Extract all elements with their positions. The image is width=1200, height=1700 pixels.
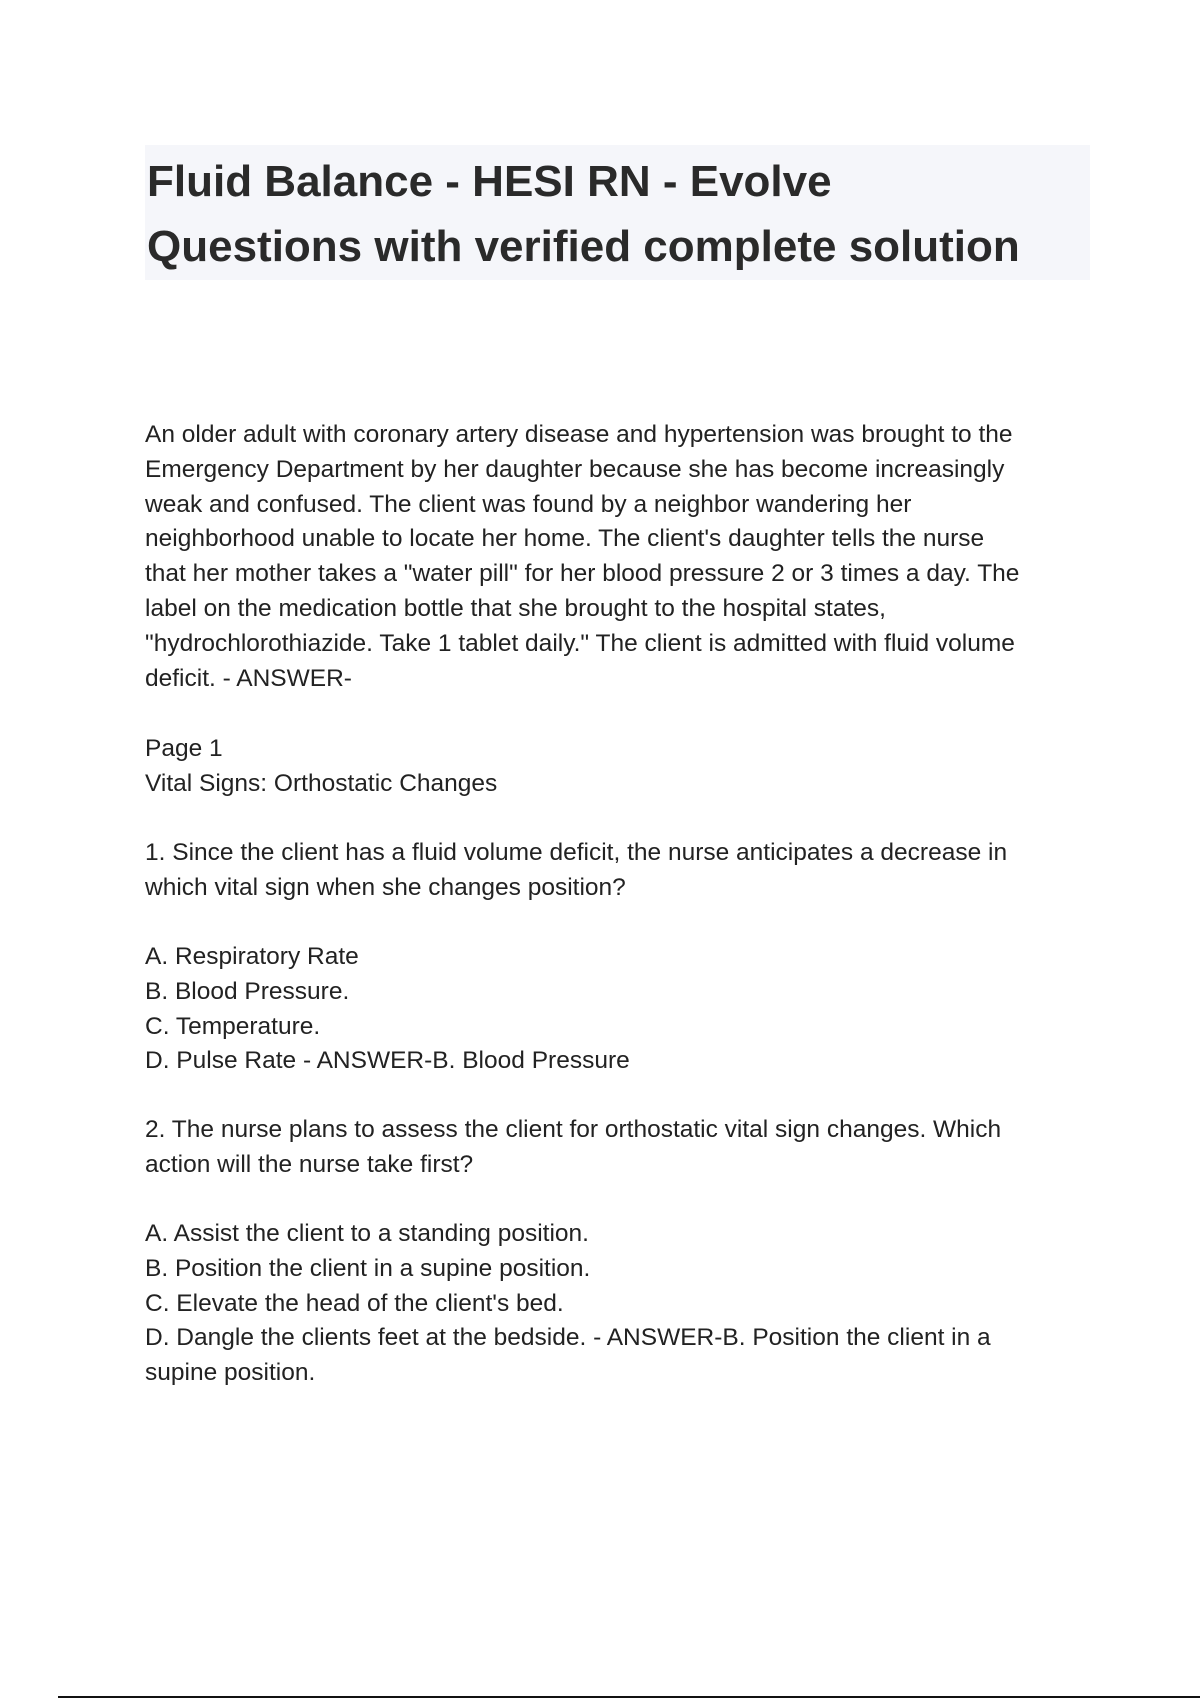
option-b: B. Blood Pressure. [145,977,350,1005]
intro-line: An older adult with coronary artery disease and hypertension was brought to the [145,421,1013,448]
intro-line: "hydrochlorothiazide. Take 1 tablet daily." The client is admitted with fluid volume [145,629,1015,657]
intro-line: Emergency Department by her daughter because she has become increasingly [145,455,1005,483]
page-section-header [145,732,1090,802]
question-1 [145,836,1090,906]
question-2-line: action will the nurse take first? [145,1150,474,1178]
question-1-line: which vital sign when she changes position? [145,873,626,901]
question-2 [145,1113,1090,1183]
page-bottom-divider [58,1696,1200,1698]
intro-paragraph [145,418,1090,696]
answer-continuation: supine position. [145,1359,316,1387]
intro-line: weak and confused. The client was found by a neighbor wandering her [145,490,912,518]
question-2-options [145,1217,1090,1391]
title-line-2: Questions with verified complete solution [147,222,1020,271]
intro-line: neighborhood unable to locate her home. The client's daughter tells the nurse [145,525,985,553]
option-c: C. Elevate the head of the client's bed. [145,1289,564,1317]
title-line-1: Fluid Balance - HESI RN - Evolve [147,157,832,206]
option-b: B. Position the client in a supine position. [145,1254,591,1282]
option-d-with-answer: D. Pulse Rate - ANSWER-B. Blood Pressure [145,1047,630,1075]
intro-line: that her mother takes a "water pill" for her blood pressure 2 or 3 times a day. The [145,560,1020,588]
section-heading: Vital Signs: Orthostatic Changes [145,769,498,797]
question-2-line: 2. The nurse plans to assess the client for orthostatic vital sign changes. Which [145,1116,1002,1143]
question-1-options [145,940,1090,1079]
intro-line: label on the medication bottle that she brought to the hospital states, [145,594,886,622]
page-label: Page 1 [145,735,223,762]
option-c: C. Temperature. [145,1012,321,1040]
option-a: A. Respiratory Rate [145,943,359,970]
intro-line: deficit. - ANSWER- [145,664,352,692]
option-a: A. Assist the client to a standing position. [145,1220,589,1247]
option-d-with-answer: D. Dangle the clients feet at the bedside. - ANSWER-B. Position the client in a [145,1324,991,1352]
document-title [145,145,1090,280]
question-1-line: 1. Since the client has a fluid volume deficit, the nurse anticipates a decrease in [145,839,1008,866]
